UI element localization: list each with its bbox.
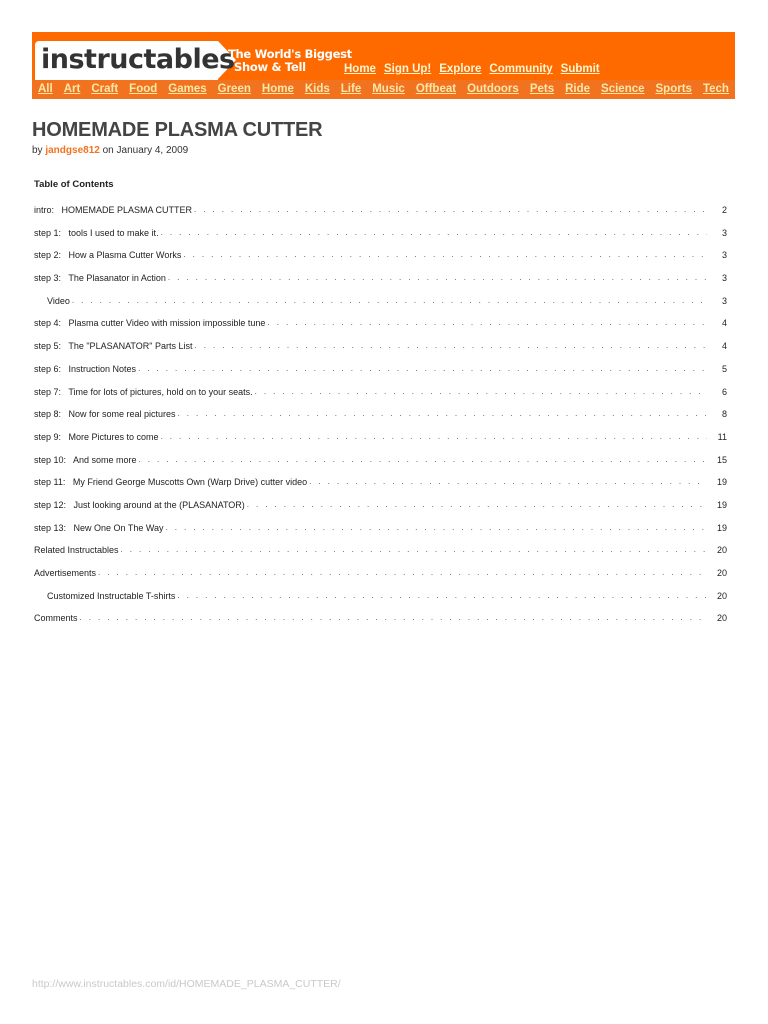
- page-title: HOMEMADE PLASMA CUTTER: [32, 119, 323, 141]
- toc-dot-leader: [80, 612, 707, 624]
- toc-entry[interactable]: [34, 431, 727, 454]
- toc-entry[interactable]: [34, 522, 727, 545]
- site-logo[interactable]: instructables: [41, 44, 235, 75]
- toc-entry-label: step 7: Time for lots of pictures, hold on to your seats.: [34, 386, 253, 397]
- toc-entry[interactable]: [34, 590, 727, 613]
- toc-entry-page: 4: [721, 318, 727, 329]
- top-nav-home[interactable]: Home: [344, 63, 376, 75]
- toc-entry[interactable]: [34, 408, 727, 431]
- category-science[interactable]: Science: [601, 83, 645, 95]
- toc-entry[interactable]: [34, 295, 727, 318]
- toc-entry-label: Video: [47, 295, 70, 306]
- toc-dot-leader: [161, 431, 707, 443]
- category-green[interactable]: Green: [217, 83, 251, 95]
- toc-entry-page: 19: [716, 477, 727, 488]
- toc-entry-page: 19: [716, 499, 727, 510]
- category-music[interactable]: Music: [372, 83, 405, 95]
- toc-entry-label: step 10: And some more: [34, 454, 137, 465]
- toc-dot-leader: [166, 522, 707, 534]
- category-pets[interactable]: Pets: [529, 83, 555, 95]
- toc-entry-label: step 3: The Plasanator in Action: [34, 273, 166, 284]
- category-games[interactable]: Games: [168, 83, 207, 95]
- toc-dot-leader: [194, 204, 707, 216]
- toc-entry[interactable]: [34, 454, 727, 477]
- category-kids[interactable]: Kids: [304, 83, 330, 95]
- toc-entry-label: step 2: How a Plasma Cutter Works: [34, 250, 182, 261]
- category-craft[interactable]: Craft: [91, 83, 119, 95]
- toc-dot-leader: [168, 272, 707, 284]
- toc-dot-leader: [72, 295, 707, 307]
- toc-entry[interactable]: [34, 499, 727, 522]
- toc-entry[interactable]: [34, 544, 727, 567]
- toc-entry-page: 2: [721, 205, 727, 215]
- category-life[interactable]: Life: [340, 83, 362, 95]
- toc-entry-label: step 9: More Pictures to come: [34, 431, 159, 442]
- toc-dot-leader: [255, 386, 707, 398]
- author-link[interactable]: jandgse812: [45, 145, 100, 156]
- category-art[interactable]: Art: [63, 83, 81, 95]
- toc-entry[interactable]: [34, 204, 727, 227]
- top-nav-community[interactable]: Community: [489, 63, 553, 75]
- byline: [32, 145, 188, 156]
- category-food[interactable]: Food: [129, 83, 158, 95]
- toc-entry[interactable]: [34, 340, 727, 363]
- tagline-line-1: The World's Biggest: [228, 47, 352, 61]
- toc-entry-page: 20: [716, 590, 727, 601]
- toc-entry-page: 6: [721, 386, 727, 397]
- category-all[interactable]: All: [38, 83, 53, 95]
- toc-entry[interactable]: [34, 363, 727, 386]
- toc-dot-leader: [309, 476, 707, 488]
- toc-entry-page: 20: [716, 545, 727, 556]
- toc-entry-page: 5: [721, 363, 727, 374]
- toc-heading: Table of Contents: [34, 179, 114, 190]
- toc-entry-label: step 1: tools I used to make it.: [34, 227, 159, 238]
- toc-entry-page: 8: [721, 409, 727, 420]
- toc-entry-label: step 11: My Friend George Muscotts Own (Warp Drive) cutter video: [34, 477, 308, 488]
- category-offbeat[interactable]: Offbeat: [415, 83, 457, 95]
- toc-dot-leader: [139, 454, 707, 466]
- footer-url[interactable]: http://www.instructables.com/id/HOMEMADE_PLASMA_CUTTER/: [32, 978, 341, 990]
- toc-entry[interactable]: [34, 227, 727, 250]
- toc-entry-label: step 12: Just looking around at the (PLASANATOR): [34, 499, 245, 510]
- toc-entry-label: Customized Instructable T-shirts: [47, 590, 176, 601]
- toc-entry[interactable]: [34, 317, 727, 340]
- toc-dot-leader: [247, 499, 707, 511]
- toc-entry[interactable]: [34, 249, 727, 272]
- site-tagline: [228, 48, 352, 74]
- toc-entry[interactable]: [34, 386, 727, 409]
- top-nav-sign-up[interactable]: Sign Up!: [383, 63, 432, 75]
- toc-dot-leader: [177, 590, 707, 602]
- toc-entry-page: 3: [721, 273, 727, 284]
- toc-entry-page: 3: [721, 250, 727, 261]
- top-nav: [344, 63, 600, 75]
- toc-entry-label: step 8: Now for some real pictures: [34, 409, 176, 420]
- tagline-line-2: Show & Tell: [234, 60, 306, 74]
- toc-entry-label: Comments: [34, 613, 78, 624]
- category-home[interactable]: Home: [261, 83, 294, 95]
- toc-entry-page: 4: [721, 341, 727, 352]
- top-nav-submit[interactable]: Submit: [560, 63, 600, 75]
- toc-dot-leader: [98, 567, 707, 579]
- toc-entry-label: step 5: The "PLASANATOR" Parts List: [34, 341, 193, 352]
- category-tech[interactable]: Tech: [702, 83, 729, 95]
- toc-entry-label: Advertisements: [34, 568, 97, 578]
- toc-entry-page: 3: [721, 227, 727, 238]
- byline-prefix: by: [32, 145, 43, 156]
- toc-entry-page: 20: [716, 568, 727, 578]
- toc-entry-page: 11: [717, 431, 727, 442]
- toc-entry[interactable]: [34, 612, 727, 635]
- toc-entry-page: 3: [721, 295, 727, 306]
- toc-entry-label: step 13: New One On The Way: [34, 522, 164, 533]
- toc-entry-page: 15: [716, 454, 727, 465]
- site-header: [32, 32, 735, 99]
- category-outdoors[interactable]: Outdoors: [467, 83, 519, 95]
- toc-dot-leader: [178, 408, 707, 420]
- toc-dot-leader: [161, 227, 707, 239]
- toc-entry[interactable]: [34, 567, 727, 590]
- toc-entry-label: step 4: Plasma cutter Video with mission impossible tune: [34, 318, 266, 329]
- toc-entry-page: 19: [716, 522, 727, 533]
- toc-entry-label: Related Instructables: [34, 545, 119, 556]
- toc-dot-leader: [138, 363, 707, 375]
- publish-date: on January 4, 2009: [102, 145, 189, 156]
- toc-dot-leader: [121, 544, 707, 556]
- table-of-contents: [34, 204, 727, 635]
- toc-entry[interactable]: [34, 272, 727, 295]
- toc-dot-leader: [267, 317, 707, 329]
- category-nav: [38, 83, 740, 95]
- toc-dot-leader: [183, 249, 707, 261]
- toc-dot-leader: [194, 340, 707, 352]
- toc-entry[interactable]: [34, 476, 727, 499]
- top-nav-explore[interactable]: Explore: [439, 63, 482, 75]
- category-sports[interactable]: Sports: [655, 83, 692, 95]
- toc-entry-page: 20: [716, 613, 727, 624]
- toc-entry-label: step 6: Instruction Notes: [34, 363, 137, 374]
- category-ride[interactable]: Ride: [565, 83, 591, 95]
- toc-entry-label: intro: HOMEMADE PLASMA CUTTER: [34, 205, 193, 215]
